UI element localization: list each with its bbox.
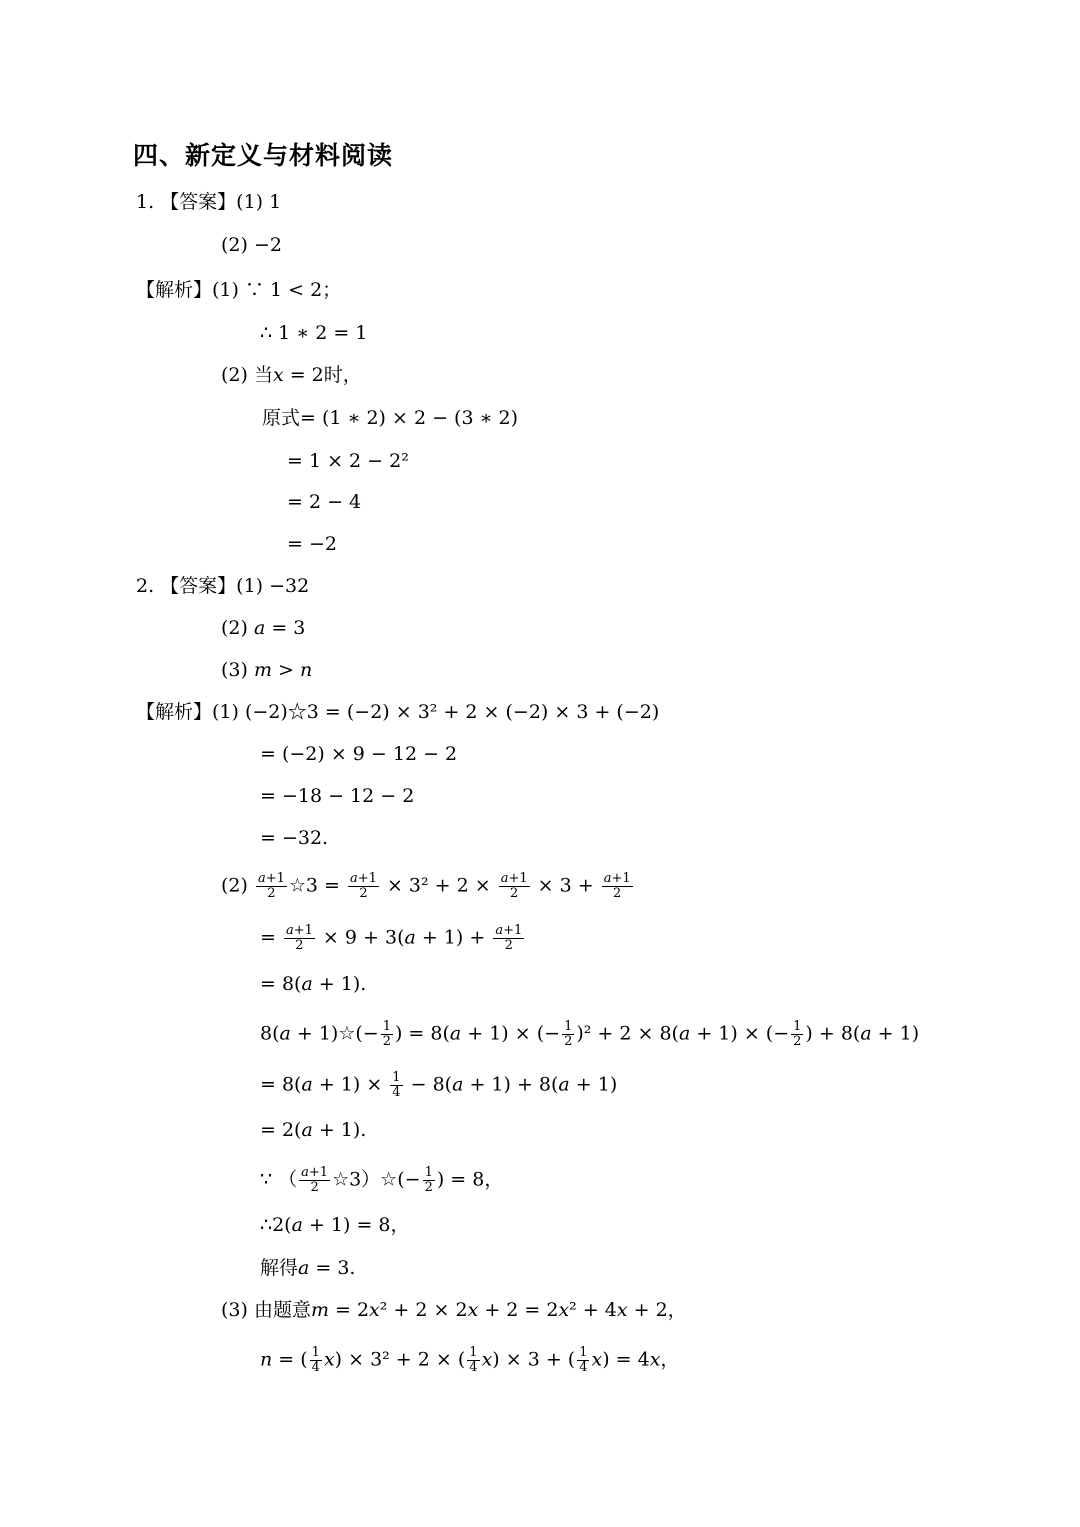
fraction-numerator: 1 <box>469 1345 478 1360</box>
text-line: = −18 − 12 − 2 <box>260 785 415 807</box>
fraction-denominator: 2 <box>504 938 513 953</box>
text-line: (2) 𝑎 = 3 <box>221 617 306 639</box>
fraction-numerator: 𝑎+1 <box>500 871 528 886</box>
text-line: = −2 <box>287 533 337 555</box>
fraction-denominator: 2 <box>295 938 304 953</box>
fraction-numerator: 1 <box>392 1070 401 1085</box>
fraction-denominator: 4 <box>392 1085 401 1100</box>
text-line: 解得𝑎 = 3. <box>260 1257 356 1279</box>
fraction <box>791 1020 803 1049</box>
text-segment: ) = 8(𝑎 + 1) × (− <box>394 1022 561 1045</box>
fraction-numerator: 1 <box>382 1019 391 1034</box>
text-line: = (−2) × 9 − 12 − 2 <box>260 743 458 765</box>
text-segment: ∵ （ <box>260 1168 298 1191</box>
text-line: (2) −2 <box>221 234 282 256</box>
fraction-numerator: 1 <box>579 1345 588 1360</box>
fraction-denominator: 4 <box>579 1360 588 1375</box>
text-line: = 2 − 4 <box>287 491 362 513</box>
fraction-denominator: 2 <box>310 1180 319 1195</box>
text-segment: ☆3 = <box>288 874 346 897</box>
text-line: 【解析】(1) ∵ 1 < 2； <box>136 279 342 301</box>
fraction-numerator: 1 <box>793 1019 802 1034</box>
fraction <box>381 1020 393 1049</box>
fraction-denominator: 2 <box>613 886 622 901</box>
fraction-denominator: 2 <box>564 1034 573 1049</box>
text-line: 2. 【答案】(1) −32 <box>136 575 310 597</box>
text-segment: × 3² + 2 × <box>380 874 497 897</box>
fraction <box>256 872 287 901</box>
fraction-denominator: 2 <box>382 1034 391 1049</box>
text-segment: = <box>260 926 282 949</box>
text-line: (3) 由题意𝑚 = 2𝑥² + 2 × 2𝑥 + 2 = 2𝑥² + 4𝑥 + 2， <box>221 1299 687 1321</box>
fraction-denominator: 2 <box>424 1180 433 1195</box>
text-segment: ) = 8， <box>436 1168 504 1191</box>
fraction-numerator: 𝑎+1 <box>301 1165 329 1180</box>
text-line: 原式= (1 ∗ 2) × 2 − (3 ∗ 2) <box>262 407 519 429</box>
text-line <box>260 1020 919 1049</box>
text-segment: 𝑥) = 4𝑥， <box>591 1348 680 1371</box>
fraction-numerator: 𝑎+1 <box>350 871 377 886</box>
fraction-denominator: 2 <box>267 886 276 901</box>
fraction-numerator: 1 <box>564 1019 573 1034</box>
fraction <box>284 924 315 953</box>
text-segment: ) + 8(𝑎 + 1) <box>805 1022 920 1045</box>
text-line: = 1 × 2 − 2² <box>287 450 409 472</box>
text-segment: × 3 + <box>531 874 600 897</box>
fraction <box>493 924 524 953</box>
text-segment: 𝑥) × 3 + ( <box>481 1348 576 1371</box>
text-line <box>260 924 526 953</box>
fraction-denominator: 2 <box>359 886 368 901</box>
text-line <box>260 1166 503 1195</box>
fraction <box>602 872 633 901</box>
fraction <box>467 1346 479 1375</box>
text-line <box>221 872 635 901</box>
fraction <box>577 1346 589 1375</box>
fraction <box>390 1071 402 1100</box>
fraction <box>348 872 379 901</box>
text-line: = 8(𝑎 + 1). <box>260 973 367 995</box>
fraction <box>562 1020 574 1049</box>
text-line: 【解析】(1) (−2)☆3 = (−2) × 3² + 2 × (−2) × 3 + (−2) <box>136 701 660 723</box>
text-line: ∴ 1 ∗ 2 = 1 <box>260 322 368 344</box>
fraction-denominator: 4 <box>469 1360 478 1375</box>
text-line: (2) 当𝑥 = 2时， <box>221 364 362 386</box>
fraction <box>299 1166 330 1195</box>
fraction-denominator: 4 <box>311 1360 320 1375</box>
text-segment: 𝑥) × 3² + 2 × ( <box>323 1348 466 1371</box>
fraction-numerator: 𝑎+1 <box>257 871 285 886</box>
text-line: 1. 【答案】(1) 1 <box>136 191 282 213</box>
fraction <box>310 1346 322 1375</box>
text-segment: (2) <box>221 874 254 897</box>
fraction-numerator: 𝑎+1 <box>285 923 313 938</box>
fraction-numerator: 1 <box>311 1345 320 1360</box>
text-line: = 2(𝑎 + 1). <box>260 1119 367 1141</box>
text-line: = −32. <box>260 827 329 849</box>
text-segment: × 9 + 3(𝑎 + 1) + <box>316 926 492 949</box>
text-line <box>260 1071 617 1100</box>
fraction-numerator: 1 <box>424 1165 433 1180</box>
text-line: (3) 𝑚 > 𝑛 <box>221 659 313 681</box>
fraction-denominator: 2 <box>510 886 519 901</box>
text-segment: )² + 2 × 8(𝑎 + 1) × (− <box>576 1022 790 1045</box>
fraction-denominator: 2 <box>793 1034 802 1049</box>
text-segment: ☆3）☆(− <box>332 1168 421 1191</box>
text-line <box>260 1346 679 1375</box>
section-title: 四、新定义与材料阅读 <box>133 141 394 170</box>
text-segment: 8(𝑎 + 1)☆(− <box>260 1022 379 1045</box>
text-segment: − 8(𝑎 + 1) + 8(𝑎 + 1) <box>404 1073 618 1096</box>
text-segment: 𝑛 = ( <box>260 1348 308 1371</box>
text-line: ∴2(𝑎 + 1) = 8， <box>260 1214 410 1236</box>
fraction-numerator: 𝑎+1 <box>603 871 631 886</box>
text-segment: = 8(𝑎 + 1) × <box>260 1073 389 1096</box>
fraction <box>499 872 530 901</box>
fraction-numerator: 𝑎+1 <box>495 923 523 938</box>
fraction <box>423 1166 435 1195</box>
